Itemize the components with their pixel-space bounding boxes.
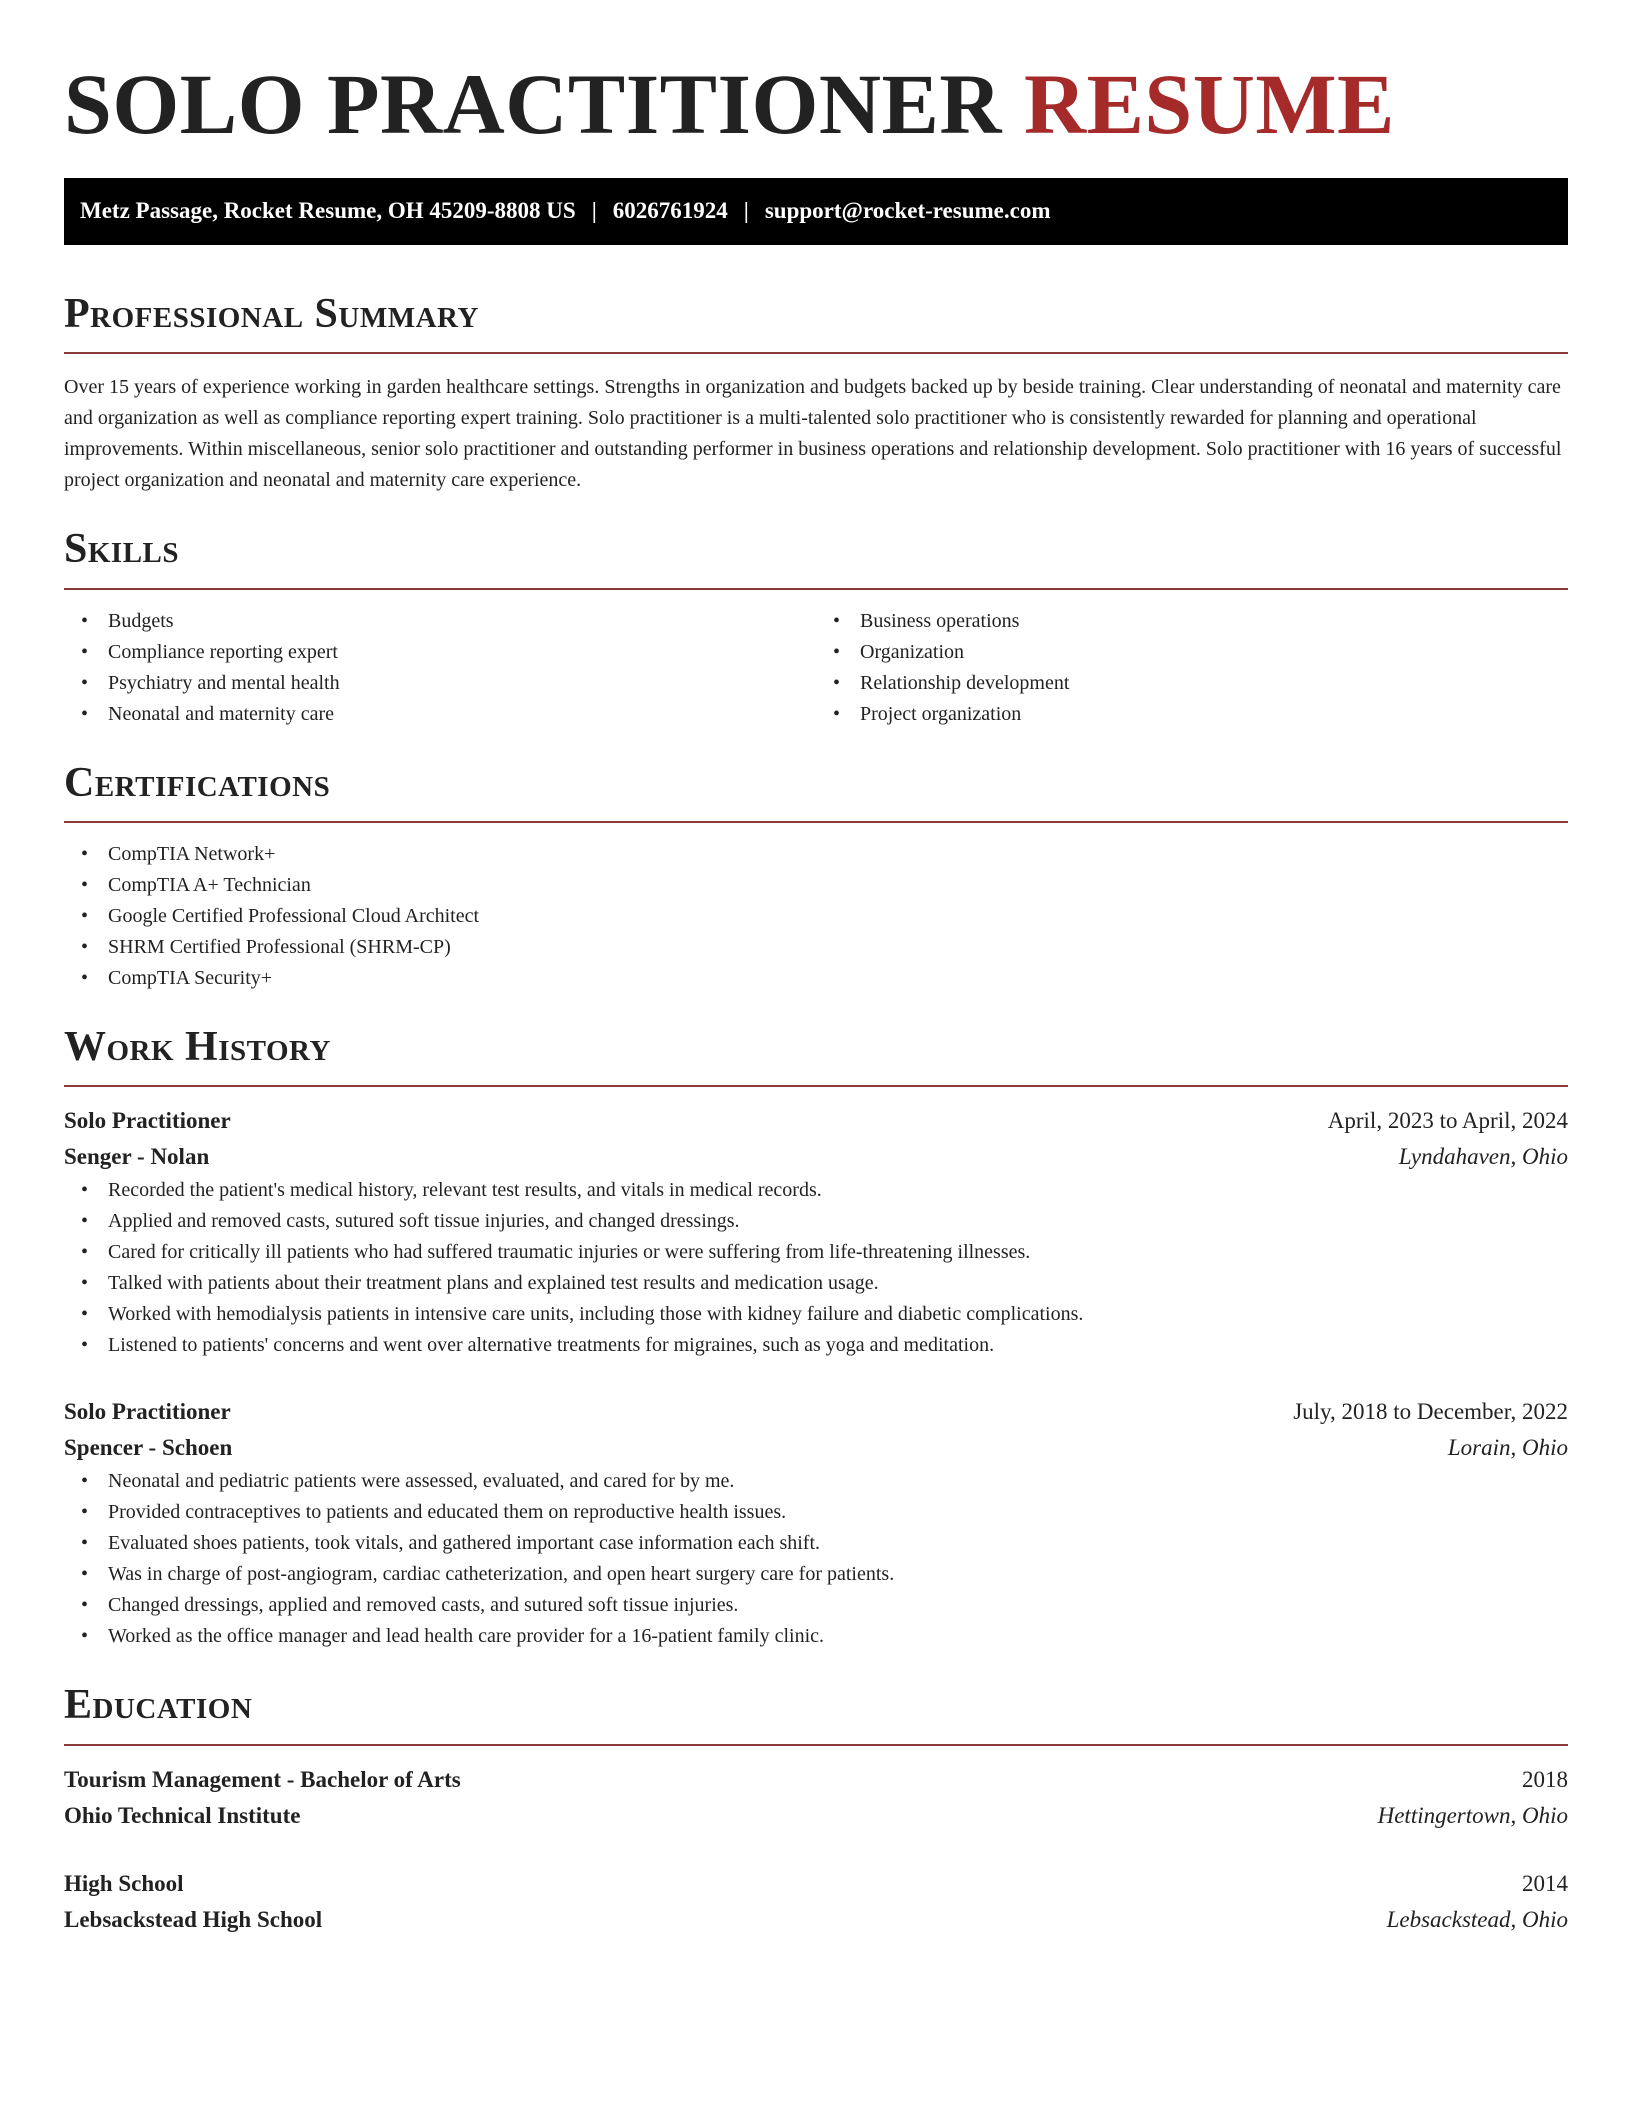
contact-separator: | [743,198,749,224]
education-school: Ohio Technical Institute [64,1802,301,1828]
education-school: Lebsackstead High School [64,1906,323,1932]
education-location: Lebsackstead, Ohio [1386,1906,1568,1932]
certification-item: • Google Certified Professional Cloud Architect [64,901,1568,932]
section-divider [64,588,1568,590]
skills-list-right [816,606,1568,730]
job-duty: • Listened to patients' concerns and went over alternative treatments for migraines, such as yoga and meditation. [64,1330,1568,1361]
certification-item: • CompTIA Security+ [64,963,1568,994]
education-year: 2018 [1522,1766,1568,1792]
skill-item: • Compliance reporting expert [64,637,816,668]
title-accent: RESUME [1023,56,1395,152]
job-company-row [64,1139,1568,1175]
education-entry [64,1866,1568,1938]
job-title: Solo Practitioner [64,1108,231,1134]
work-history-section [64,1022,1568,1652]
title-main: SOLO PRACTITIONER [64,56,1002,152]
education-entry [64,1762,1568,1834]
job-location: Lorain, Ohio [1447,1435,1568,1461]
certification-item: • SHRM Certified Professional (SHRM-CP) [64,932,1568,963]
job-duty: • Evaluated shoes patients, took vitals, and gathered important case information each shift. [64,1528,1568,1559]
job-dates: April, 2023 to April, 2024 [1327,1108,1568,1134]
certification-item: • CompTIA Network+ [64,839,1568,870]
certification-item: • CompTIA A+ Technician [64,870,1568,901]
job-company: Senger - Nolan [64,1144,210,1170]
education-section [64,1680,1568,1937]
skill-item: • Project organization [816,699,1568,730]
education-degree: Tourism Management - Bachelor of Arts [64,1766,461,1792]
job-title: Solo Practitioner [64,1399,231,1425]
skills-grid [64,606,1568,730]
summary-section [64,289,1568,496]
education-location: Hettingertown, Ohio [1377,1802,1568,1828]
certifications-heading: Certifications [64,759,331,806]
education-year: 2014 [1522,1870,1568,1896]
certifications-list [64,839,1568,994]
summary-heading: Professional Summary [64,290,479,337]
certifications-section [64,758,1568,994]
contact-email: support@rocket-resume.com [764,198,1051,224]
contact-separator: | [591,198,597,224]
job-entry [64,1394,1568,1652]
job-location: Lyndahaven, Ohio [1398,1144,1568,1170]
job-duties-list [64,1175,1568,1361]
section-divider [64,821,1568,823]
job-header-row [64,1394,1568,1430]
skill-item: • Relationship development [816,668,1568,699]
education-degree-row [64,1762,1568,1798]
job-duty: • Worked with hemodialysis patients in intensive care units, including those with kidney failure and diabetic complications. [64,1299,1568,1330]
job-duty: • Recorded the patient's medical history, relevant test results, and vitals in medical records. [64,1175,1568,1206]
job-dates: July, 2018 to December, 2022 [1293,1399,1568,1425]
section-divider [64,1744,1568,1746]
skill-item: • Budgets [64,606,816,637]
job-duties-list [64,1466,1568,1652]
skills-list-left [64,606,816,730]
job-duty: • Cared for critically ill patients who had suffered traumatic injuries or were suffering from life-threatening illnesses. [64,1237,1568,1268]
skill-item: • Psychiatry and mental health [64,668,816,699]
education-school-row [64,1902,1568,1938]
skill-item: • Organization [816,637,1568,668]
contact-phone: 6026761924 [612,198,728,224]
contact-address: Metz Passage, Rocket Resume, OH 45209-8808 US [80,198,576,224]
work-history-heading: Work History [64,1023,331,1070]
education-school-row [64,1798,1568,1834]
job-duty: • Neonatal and pediatric patients were assessed, evaluated, and cared for by me. [64,1466,1568,1497]
job-duty: • Changed dressings, applied and removed casts, and sutured soft tissue injuries. [64,1590,1568,1621]
resume-title [64,55,1568,155]
job-header-row [64,1103,1568,1139]
education-degree: High School [64,1870,184,1896]
education-heading: Education [64,1682,253,1729]
section-divider [64,352,1568,354]
skills-section [64,524,1568,729]
summary-text: Over 15 years of experience working in garden healthcare settings. Strengths in organization and budgets backed up by beside training. Clear understanding of neonatal and maternity care and organization as well as compliance reporting expert training. Solo practitioner is a multi-talented solo practitioner who is consistently rewarded for planning and operational improvements. Within miscellaneous, senior solo practitioner and outstanding performer in business operations and relationship development. Solo practitioner with 16 years of successful project organization and neonatal and maternity care experience. [64,376,1562,492]
job-duty: • Was in charge of post-angiogram, cardiac catheterization, and open heart surgery care for patients. [64,1559,1568,1590]
contact-bar [64,178,1568,245]
skill-item: • Neonatal and maternity care [64,699,816,730]
job-company-row [64,1430,1568,1466]
job-company: Spencer - Schoen [64,1435,233,1461]
job-entry [64,1103,1568,1361]
job-duty: • Worked as the office manager and lead health care provider for a 16-patient family clinic. [64,1621,1568,1652]
education-degree-row [64,1866,1568,1902]
skills-heading: Skills [64,526,180,573]
section-divider [64,1085,1568,1087]
skill-item: • Business operations [816,606,1568,637]
job-duty: • Provided contraceptives to patients and educated them on reproductive health issues. [64,1497,1568,1528]
job-duty: • Talked with patients about their treatment plans and explained test results and medication usage. [64,1268,1568,1299]
job-duty: • Applied and removed casts, sutured soft tissue injuries, and changed dressings. [64,1206,1568,1237]
